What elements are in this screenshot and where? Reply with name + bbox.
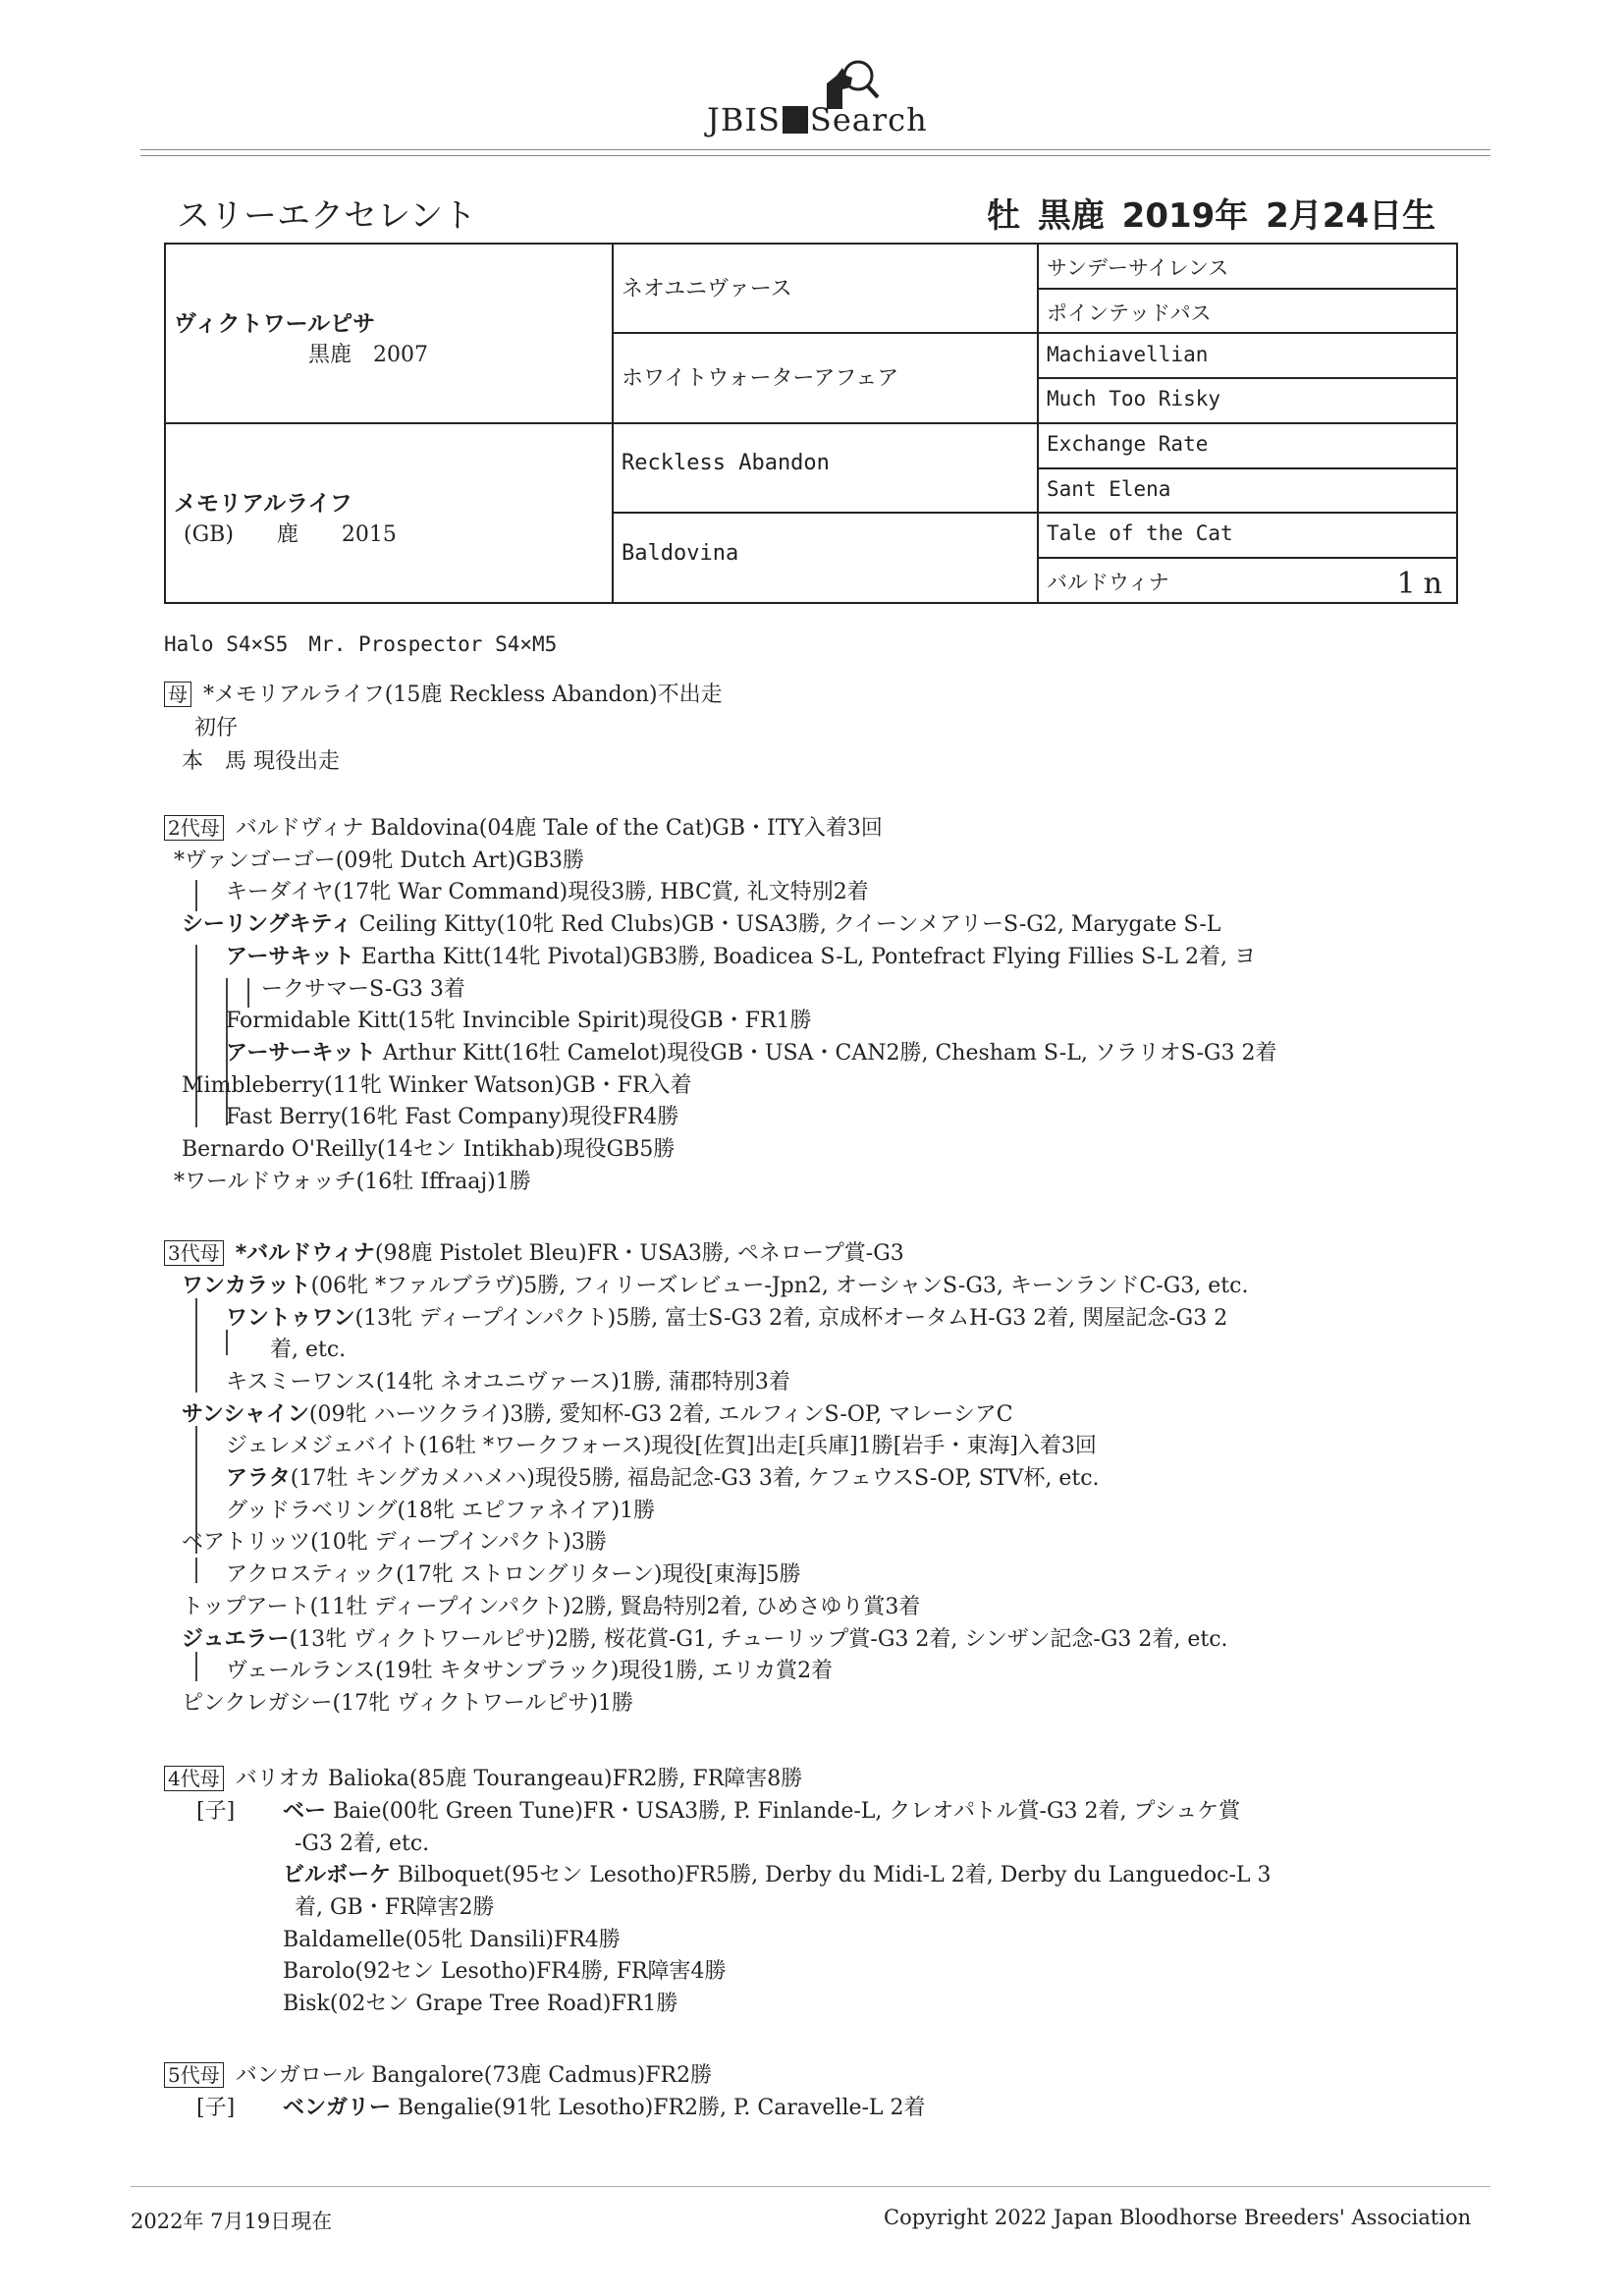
pedigree-dam xyxy=(174,485,397,548)
gen2-line-10: Bernardo O'Reilly(14セン Intikhab)現役GB5勝 xyxy=(182,1137,676,1162)
dam-name: メモリアルライフ xyxy=(174,491,352,517)
pedigree-g3-7: Tale of the Cat xyxy=(1047,521,1233,545)
pedigree-sire-dam: ホワイトウォーターアフェア xyxy=(622,366,899,391)
gen4-line-6: Barolo(92セン Lesotho)FR4勝, FR障害4勝 xyxy=(283,1959,727,1984)
gen3-line-6: ジェレメジェバイト(16牡 *ワークフォース)現役[佐賀]出走[兵庫]1勝[岩手・東海]入着3回 xyxy=(226,1434,1097,1458)
gen3-section-label: 3代母 xyxy=(164,1240,224,1266)
footer-date: 2022年 7月19日現在 xyxy=(131,2210,333,2233)
gen4-section-label: 4代母 xyxy=(164,1766,224,1791)
gen4-line-2: -G3 2着, etc. xyxy=(295,1831,430,1856)
gen3-line-13: ヴェールランス(19牡 キタサンブラック)現役1勝, エリカ賞2着 xyxy=(226,1659,834,1683)
gen2-head: バルドヴィナ Baldovina(04鹿 Tale of the Cat)GB・ITY入着3回 xyxy=(235,816,883,841)
gen4-line-7: Bisk(02セン Grape Tree Road)FR1勝 xyxy=(283,1992,678,2016)
gen3-line-12: ジュエラー(13牝 ヴィクトワールピサ)2勝, 桜花賞-G1, チューリップ賞-G3 2着, シンザン記念-G3 2着, etc. xyxy=(182,1627,1228,1652)
gen4-child-label: [子] xyxy=(196,1799,236,1824)
pedigree-dam-sire: Reckless Abandon xyxy=(622,451,830,475)
pedigree-sire xyxy=(174,305,428,368)
dam-section-head xyxy=(164,678,723,708)
gen3-line-4: キスミーワンス(14牝 ネオユニヴァース)1勝, 蒲郡特別3着 xyxy=(226,1370,790,1394)
gen4-line-1: ベー Baie(00牝 Green Tune)FR・USA3勝, P. Finlande-L, クレオパトル賞-G3 2着, プシュケ賞 xyxy=(283,1799,1241,1824)
gen2-section-label: 2代母 xyxy=(164,815,224,841)
gen3-line-3: 着, etc. xyxy=(270,1338,347,1362)
inbreeding-cross: Halo S4×S5 Mr. Prospector S4×M5 xyxy=(164,632,558,656)
pedigree-dam-dam: Baldovina xyxy=(622,541,739,566)
gen2-section-head xyxy=(164,811,883,842)
gen2-line-6: Formidable Kitt(15牝 Invincible Spirit)現役GB・FR1勝 xyxy=(226,1009,812,1033)
gen4-line-3: ビルボーケ Bilboquet(95セン Lesotho)FR5勝, Derby du Midi-L 2着, Derby du Languedoc-L 3 xyxy=(283,1863,1272,1887)
dam-line-2: 初仔 xyxy=(194,716,239,740)
dam-line-1: *メモリアルライフ(15鹿 Reckless Abandon)不出走 xyxy=(203,683,723,707)
horse-info: 牡 黒鹿 2019年 2月24日生 xyxy=(987,196,1436,236)
gen2-line-11: *ワールドウォッチ(16牡 Iffraaj)1勝 xyxy=(174,1170,531,1194)
gen2-line-8: Mimbleberry(11牝 Winker Watson)GB・FR入着 xyxy=(182,1073,692,1098)
gen4-line-5: Baldamelle(05牝 Dansili)FR4勝 xyxy=(283,1928,621,1952)
pedigree-g3-3: Machiavellian xyxy=(1047,343,1209,366)
dam-line-3: 本 馬 現役出走 xyxy=(182,749,340,774)
gen3-line-10: アクロスティック(17牝 ストロングリターン)現役[東海]5勝 xyxy=(226,1562,801,1587)
horse-name: スリーエクセレント xyxy=(177,196,477,236)
gen3-line-8: グッドラベリング(18牝 エピファネイア)1勝 xyxy=(226,1499,656,1523)
logo-text-right: Search xyxy=(809,101,928,138)
footer-rule xyxy=(131,2186,1490,2187)
gen3-line-7: アラタ(17牡 キングカメハメハ)現役5勝, 福島記念-G3 3着, ケフェウスS-OP, STV杯, etc. xyxy=(226,1466,1100,1491)
sire-name: ヴィクトワールピサ xyxy=(174,311,376,337)
jbis-search-logo xyxy=(707,54,943,147)
pedigree-g3-6: Sant Elena xyxy=(1047,477,1171,501)
pedigree-g3-2: ポインテッドパス xyxy=(1047,301,1212,325)
gen3-line-1: ワンカラット(06牝 *ファルブラヴ)5勝, フィリーズレビュー-Jpn2, オーシャンS-G3, キーンランドC-G3, etc. xyxy=(182,1274,1249,1298)
gen4-section-head: 4代母 バリオカ Balioka(85鹿 Tourangeau)FR2勝, FR障害8勝 xyxy=(164,1762,802,1792)
pedigree-g3-5: Exchange Rate xyxy=(1047,432,1209,456)
header-rule xyxy=(140,149,1490,156)
gen3-line-9: ベアトリッツ(10牝 ディープインパクト)3勝 xyxy=(182,1530,607,1555)
gen2-line-7: アーサーキット Arthur Kitt(16牡 Camelot)現役GB・USA・CAN2勝, Chesham S-L, ソラリオS-G3 2着 xyxy=(226,1041,1277,1066)
gen5-section-head: 5代母 バンガロール Bangalore(73鹿 Cadmus)FR2勝 xyxy=(164,2058,712,2089)
pedigree-g3-8: バルドウィナ xyxy=(1047,571,1169,594)
sire-detail: 黒鹿 2007 xyxy=(308,343,428,367)
pedigree-g3-1: サンデーサイレンス xyxy=(1047,256,1229,280)
gen3-section-head: 3代母 *バルドウィナ(98鹿 Pistolet Bleu)FR・USA3勝, ペネロープ賞-G3 xyxy=(164,1236,904,1267)
gen5-section-label: 5代母 xyxy=(164,2062,224,2088)
gen4-line-4: 着, GB・FR障害2勝 xyxy=(295,1895,495,1920)
gen3-line-2: ワントゥワン(13牝 ディープインパクト)5勝, 富士S-G3 2着, 京成杯オータムH-G3 2着, 関屋記念-G3 2 xyxy=(226,1306,1228,1331)
gen2-line-4: アーサキット Eartha Kitt(14牝 Pivotal)GB3勝, Boadicea S-L, Pontefract Flying Fillies S-L 2着, ヨ xyxy=(226,945,1256,969)
gen2-line-9: Fast Berry(16牝 Fast Company)現役FR4勝 xyxy=(226,1105,679,1129)
gen3-line-14: ピンクレガシー(17牝 ヴィクトワールピサ)1勝 xyxy=(182,1691,633,1716)
pedigree-g3-4: Much Too Risky xyxy=(1047,387,1221,410)
footer-copyright: Copyright 2022 Japan Bloodhorse Breeders' Association xyxy=(884,2206,1472,2229)
gen3-line-11: トップアート(11牡 ディープインパクト)2勝, 賢島特別2着, ひめさゆり賞3着 xyxy=(182,1595,921,1619)
pedigree-table xyxy=(164,243,1458,604)
gen2-line-2: キーダイヤ(17牝 War Command)現役3勝, HBC賞, 礼文特別2着 xyxy=(226,880,869,904)
gen2-line-3: シーリングキティ Ceiling Kitty(10牝 Red Clubs)GB・USA3勝, クイーンメアリーS-G2, Marygate S-L xyxy=(182,912,1221,937)
gen2-line-5: ークサマーS-G3 3着 xyxy=(261,977,465,1002)
dam-section-label: 母 xyxy=(164,682,191,707)
logo-text-left: JBIS xyxy=(707,101,781,138)
gen5-child-label: [子] xyxy=(196,2096,236,2120)
family-number: 1n xyxy=(1396,567,1450,601)
gen5-line-1: ベンガリー Bengalie(91牝 Lesotho)FR2勝, P. Caravelle-L 2着 xyxy=(283,2096,926,2120)
dam-detail: (GB) 鹿 2015 xyxy=(184,522,397,547)
pedigree-sire-sire: ネオユニヴァース xyxy=(622,277,792,301)
gen3-line-5: サンシャイン(09牝 ハーツクライ)3勝, 愛知杯-G3 2着, エルフィンS-OP, マレーシアC xyxy=(182,1402,1013,1427)
gen2-line-1: *ヴァンゴーゴー(09牝 Dutch Art)GB3勝 xyxy=(174,848,585,873)
